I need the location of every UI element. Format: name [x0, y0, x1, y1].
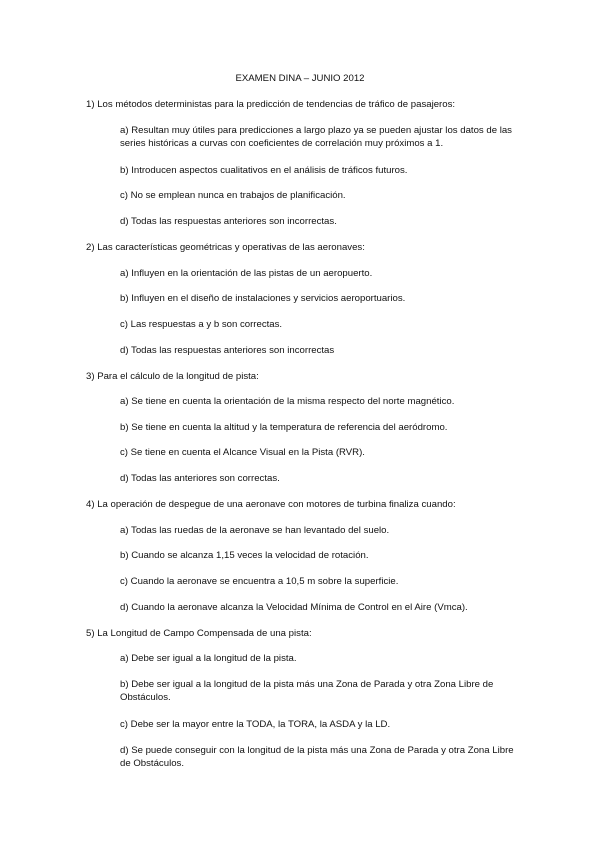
question-2-option-d: d) Todas las respuestas anteriores son incorrectas	[120, 345, 335, 356]
question-5-option-d: d) Se puede conseguir con la longitud de la pista más una Zona de Parada y otra Zona Libre de Obstáculos.	[120, 745, 514, 769]
question-3-option-b: b) Se tiene en cuenta la altitud y la temperatura de referencia del aeródromo.	[120, 422, 448, 433]
question-4-option-a: a) Todas las ruedas de la aeronave se han levantado del suelo.	[120, 525, 390, 536]
question-2-option-b: b) Influyen en el diseño de instalaciones y servicios aeroportuarios.	[120, 293, 406, 304]
question-1: 1) Los métodos deterministas para la predicción de tendencias de tráfico de pasajeros:	[86, 99, 456, 110]
question-3-option-d: d) Todas las anteriores son correctas.	[120, 473, 280, 484]
question-3-option-c: c) Se tiene en cuenta el Alcance Visual en la Pista (RVR).	[120, 447, 365, 458]
question-2-option-c: c) Las respuestas a y b son correctas.	[120, 319, 283, 330]
question-3-option-a: a) Se tiene en cuenta la orientación de la misma respecto del norte magnético.	[120, 396, 455, 407]
question-1-option-b: b) Introducen aspectos cualitativos en el análisis de tráficos futuros.	[120, 165, 408, 176]
question-4: 4) La operación de despegue de una aeronave con motores de turbina finaliza cuando:	[86, 499, 456, 510]
question-1-option-a: a) Resultan muy útiles para predicciones a largo plazo ya se pueden ajustar los datos de las series históricas a curvas con coeficientes de correlación muy próximos a 1.	[120, 125, 512, 149]
exam-title: EXAMEN DINA – JUNIO 2012	[235, 73, 365, 84]
question-5-option-b: b) Debe ser igual a la longitud de la pista más una Zona de Parada y otra Zona Libre de Obstáculos.	[120, 679, 494, 703]
question-5-option-a: a) Debe ser igual a la longitud de la pista.	[120, 653, 297, 664]
question-2: 2) Las características geométricas y operativas de las aeronaves:	[86, 242, 365, 253]
question-1-option-d: d) Todas las respuestas anteriores son incorrectas.	[120, 216, 337, 227]
question-2-option-a: a) Influyen en la orientación de las pistas de un aeropuerto.	[120, 268, 373, 279]
question-4-option-c: c) Cuando la aeronave se encuentra a 10,5 m sobre la superficie.	[120, 576, 399, 587]
question-4-option-d: d) Cuando la aeronave alcanza la Velocidad Mínima de Control en el Aire (Vmca).	[120, 602, 468, 613]
question-1-option-c: c) No se emplean nunca en trabajos de planificación.	[120, 190, 346, 201]
question-4-option-b: b) Cuando se alcanza 1,15 veces la velocidad de rotación.	[120, 550, 369, 561]
question-5-option-c: c) Debe ser la mayor entre la TODA, la TORA, la ASDA y la LD.	[120, 719, 391, 730]
question-5: 5) La Longitud de Campo Compensada de una pista:	[86, 628, 312, 639]
question-3: 3) Para el cálculo de la longitud de pista:	[86, 371, 259, 382]
